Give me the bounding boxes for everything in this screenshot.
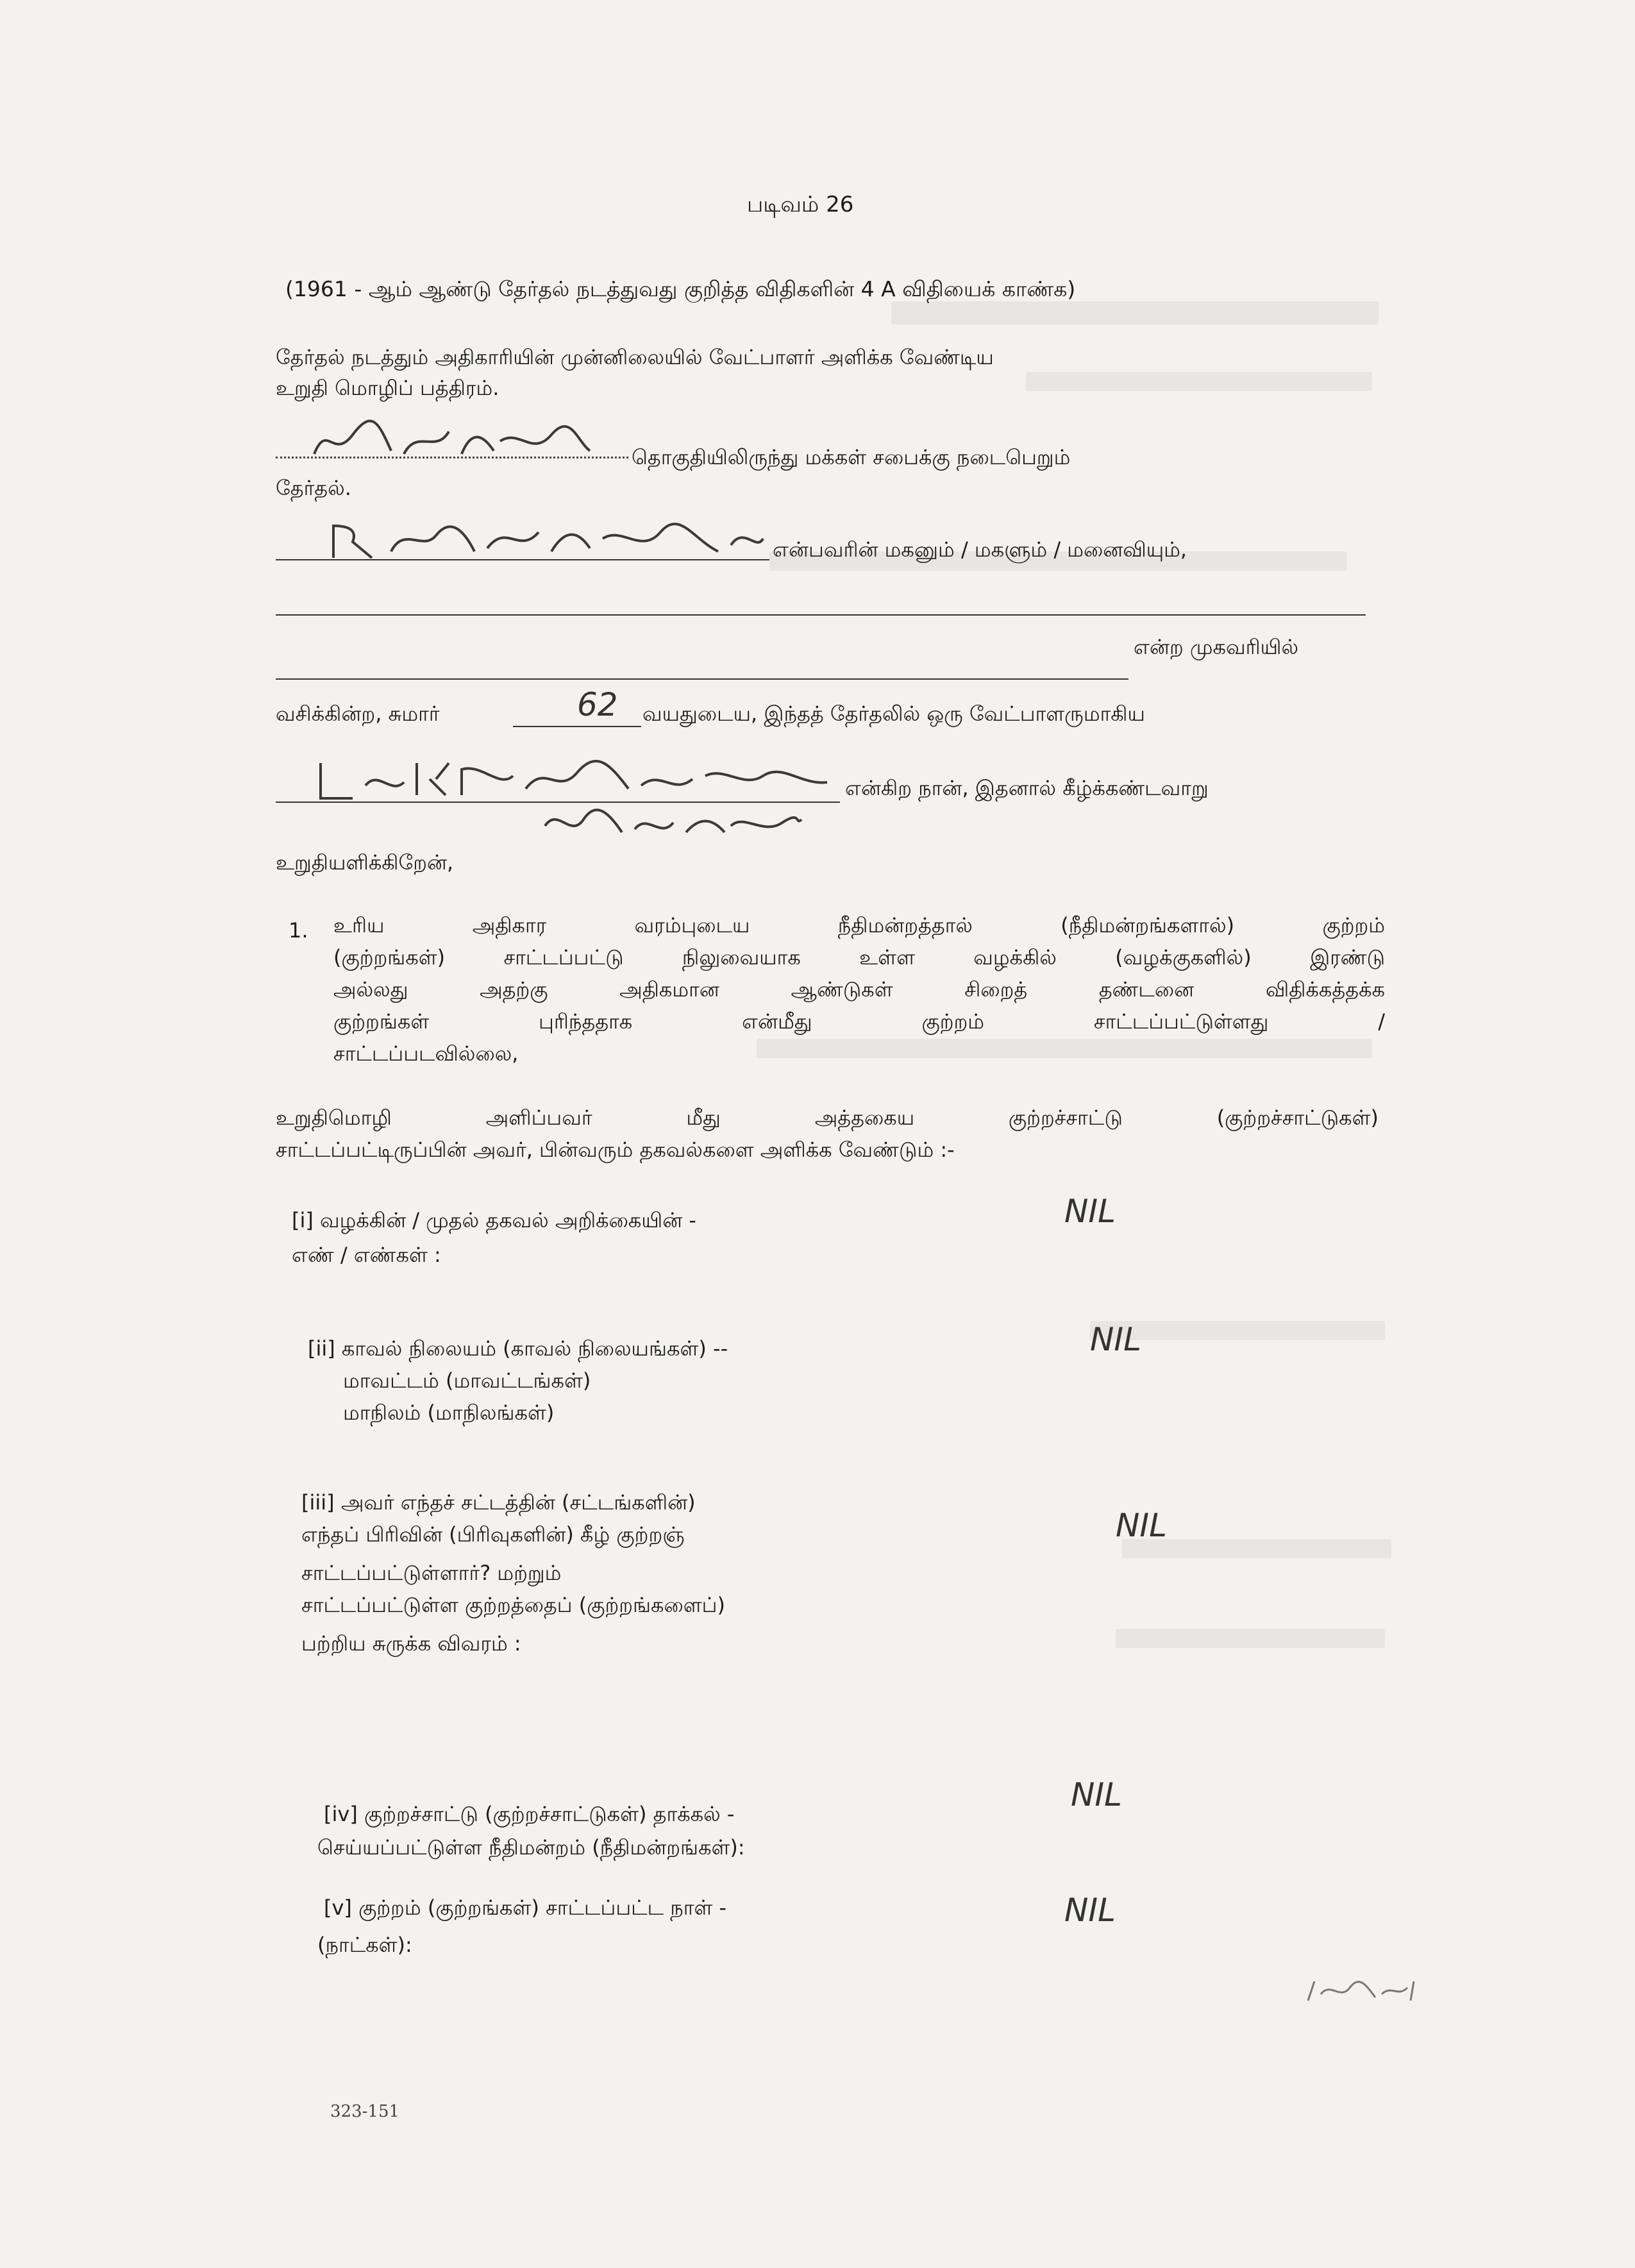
clause-1-line-2: (குற்றங்கள்) சாட்டப்பட்டு நிலுவையாக உள்ள வழக்கில் (வழக்குகளில்) இரண்டு — [333, 945, 1385, 970]
item-iii-line-1: [iii] அவர் எந்தச் சட்டத்தின் (சட்டங்களின்) — [301, 1490, 696, 1515]
item-ii-line-2: மாவட்டம் (மாவட்டங்கள்) — [343, 1368, 591, 1393]
constituency-suffix: தொகுதியிலிருந்து மக்கள் சபைக்கு நடைபெறும் — [632, 445, 1071, 469]
address-suffix: என்ற முகவரியில் — [1134, 635, 1299, 659]
age-handwritten: 62 — [577, 686, 618, 723]
item-v-nil: NIL — [1064, 1892, 1116, 1929]
bleed-through-mark — [1026, 372, 1372, 391]
parent-suffix: என்பவரின் மகனும் / மகளும் / மனைவியும், — [773, 537, 1187, 562]
candidate-name-handwriting-2 — [539, 800, 808, 845]
clause-1-line-3: அல்லது அதற்கு அதிகமான ஆண்டுகள் சிறைத் தண்டனை விதிக்கத்தக்க — [333, 977, 1385, 1002]
item-iii-line-2: எந்தப் பிரிவின் (பிரிவுகளின்) கீழ் குற்றஞ் — [301, 1522, 685, 1547]
clause-1-line-4: குற்றங்கள் புரிந்ததாக என்மீது குற்றம் சாட்டப்பட்டுள்ளது / — [333, 1009, 1385, 1034]
item-ii-nil: NIL — [1090, 1321, 1142, 1358]
bleed-through-mark — [1116, 1629, 1385, 1648]
intro-line-2: உறுதி மொழிப் பத்திரம். — [276, 376, 499, 400]
page-corner-scribble — [1302, 1975, 1417, 2007]
rule-reference: (1961 - ஆம் ஆண்டு தேர்தல் நடத்துவது குறித்த விதிகளின் 4 A விதியைக் காண்க) — [285, 276, 1076, 301]
clause-1-line-5: சாட்டப்படவில்லை, — [333, 1041, 519, 1066]
age-suffix: வயதுடைய, இந்தத் தேர்தலில் ஒரு வேட்பாளருமாகிய — [642, 701, 1145, 726]
item-iii-line-4: சாட்டப்பட்டுள்ள குற்றத்தைப் (குற்றங்களைப்) — [301, 1593, 725, 1617]
age-blank — [513, 726, 641, 727]
item-v-line-2: (நாட்கள்): — [317, 1933, 412, 1957]
parent-name-handwriting — [321, 513, 769, 564]
item-v-line-1: [v] குற்றம் (குற்றங்கள்) சாட்டப்பட்ட நாள் - — [324, 1895, 727, 1920]
item-iv-line-2: செய்யப்பட்டுள்ள நீதிமன்றம் (நீதிமன்றங்கள்): — [317, 1835, 745, 1860]
instruction-line-2: சாட்டப்பட்டிருப்பின் அவர், பின்வரும் தகவல்களை அளிக்க வேண்டும் :- — [276, 1138, 955, 1162]
address-blank-2 — [276, 678, 1128, 680]
bleed-through-mark — [757, 1039, 1372, 1058]
bleed-through-mark — [891, 301, 1379, 324]
candidate-name-handwriting — [308, 750, 840, 808]
item-ii-line-3: மாநிலம் (மாநிலங்கள்) — [343, 1400, 555, 1425]
item-iii-line-3: சாட்டப்பட்டுள்ளார்? மற்றும் — [301, 1561, 562, 1585]
constituency-handwriting — [308, 416, 603, 467]
item-i-line-2: எண் / எண்கள் : — [292, 1243, 441, 1267]
item-iv-nil: NIL — [1071, 1776, 1123, 1813]
item-iii-nil: NIL — [1116, 1507, 1168, 1544]
instruction-line-1: உறுதிமொழி அளிப்பவர் மீது அத்தகைய குற்றச்சாட்டு (குற்றச்சாட்டுகள்) — [276, 1105, 1379, 1130]
age-prefix: வசிக்கின்ற, சுமார் — [276, 701, 440, 726]
clause-1-line-1: உரிய அதிகார வரம்புடைய நீதிமன்றத்தால் (நீதிமன்றங்களால்) குற்றம் — [333, 913, 1385, 937]
form-title: படிவம் 26 — [747, 192, 854, 217]
item-iv-line-1: [iv] குற்றச்சாட்டு (குற்றச்சாட்டுகள்) தாக்கல் - — [324, 1802, 735, 1826]
intro-line-1: தேர்தல் நடத்தும் அதிகாரியின் முன்னிலையில் வேட்பாளர் அளிக்க வேண்டிய — [276, 345, 994, 369]
item-i-nil: NIL — [1064, 1193, 1116, 1230]
address-blank-1 — [276, 614, 1366, 616]
name-suffix: என்கிற நான், இதனால் கீழ்க்கண்டவாறு — [845, 776, 1209, 800]
election-word: தேர்தல். — [276, 476, 351, 500]
affirm-text: உறுதியளிக்கிறேன், — [276, 850, 454, 875]
page-code: 323-151 — [330, 2102, 400, 2121]
item-ii-line-1: [ii] காவல் நிலையம் (காவல் நிலையங்கள்) -- — [308, 1336, 728, 1361]
item-i-line-1: [i] வழக்கின் / முதல் தகவல் அறிக்கையின் - — [292, 1208, 696, 1232]
clause-1-number: 1. — [289, 918, 308, 943]
item-iii-line-5: பற்றிய சுருக்க விவரம் : — [301, 1631, 521, 1656]
